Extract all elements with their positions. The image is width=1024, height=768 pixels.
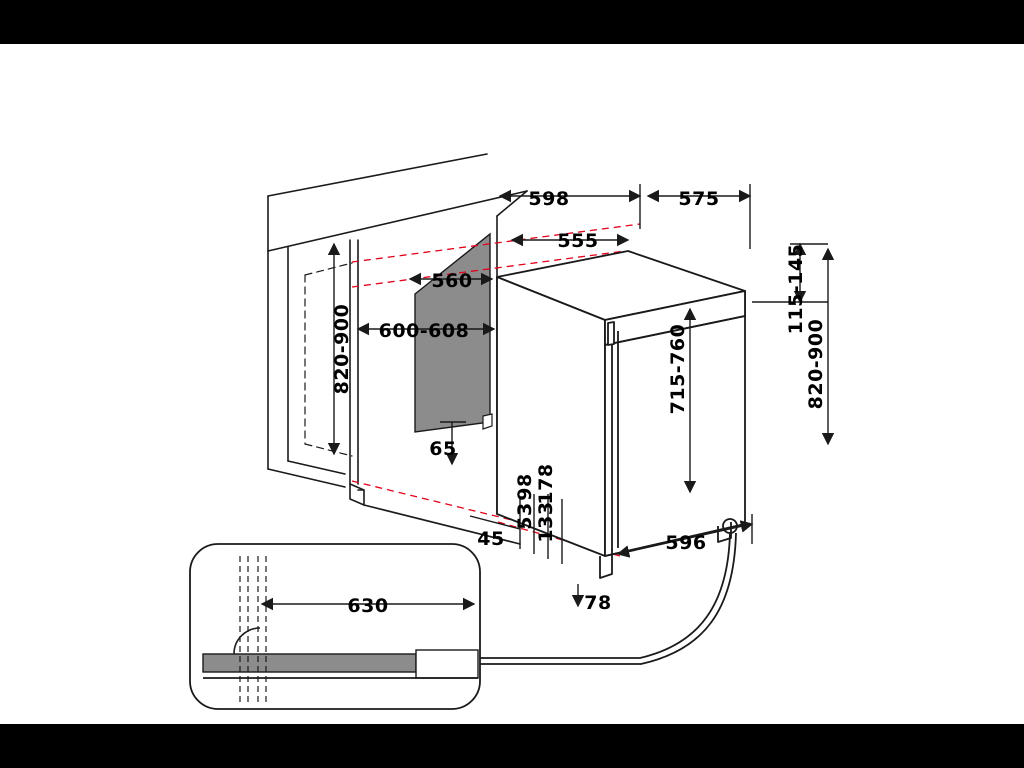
dim-cabinet-height: 820-900 [331,303,353,395]
dim-base-d: 178 [535,463,557,505]
diagram-canvas [0,44,1024,724]
dim-base-b: 98 [514,473,536,501]
dishwasher-installation-diagram [0,44,1024,724]
dim-top-depth-right: 575 [678,188,720,210]
open-door-inset [190,544,480,709]
dim-panel-width: 560 [431,270,473,292]
dim-side-height: 820-900 [805,318,827,410]
dim-base-depth: 596 [665,532,707,554]
dim-niche-width: 600-608 [378,320,470,342]
dim-door-open-depth: 630 [347,595,389,617]
dim-base-c: 133 [535,501,557,543]
dim-foot-front: 45 [477,528,505,550]
dim-toe-offset: 65 [429,438,457,460]
dim-top-depth-left: 598 [528,188,570,210]
dim-base-e: 78 [584,592,612,614]
dim-plinth-range: 115-145 [785,243,807,335]
dim-front-height: 715-760 [667,323,689,415]
dim-inner-width: 555 [557,230,599,252]
dim-base-a: 53 [514,502,536,530]
